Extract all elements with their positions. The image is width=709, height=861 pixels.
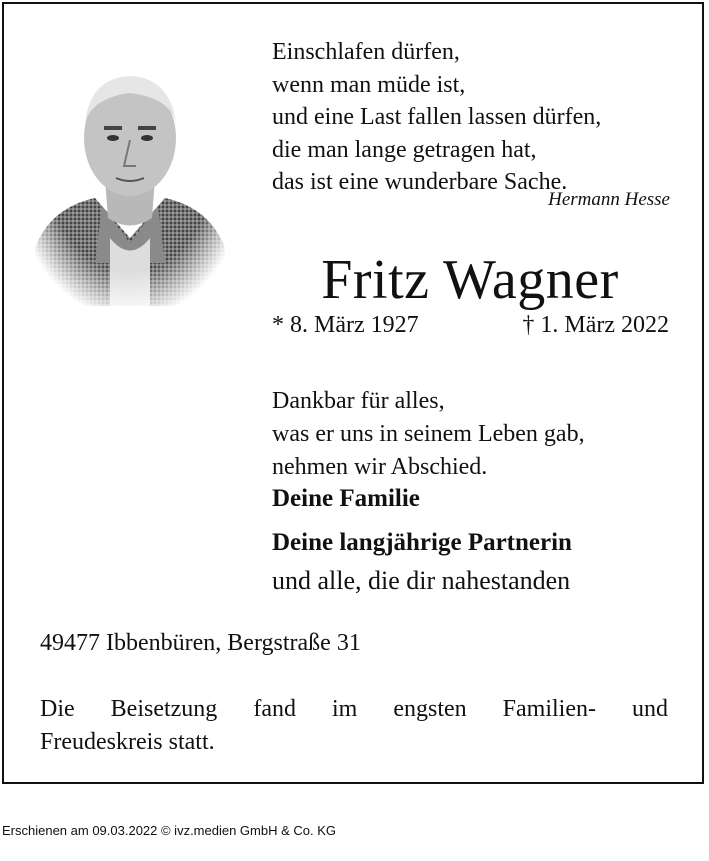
poem-line: Einschlafen dürfen,	[272, 39, 460, 65]
death-date: † 1. März 2022	[522, 312, 669, 338]
thanks-line: Dankbar für alles,	[272, 388, 445, 414]
burial-line: Die Beisetzung fand im engsten Familien- und	[40, 696, 668, 722]
poem-line: und eine Last fallen lassen dürfen,	[272, 104, 602, 130]
poem-author: Hermann Hesse	[548, 189, 670, 210]
poem-line: wenn man müde ist,	[272, 71, 466, 98]
address: 49477 Ibbenbüren, Bergstraße 31	[40, 630, 361, 656]
thanks-line: nehmen wir Abschied.	[272, 454, 488, 480]
burial-notice	[40, 693, 668, 759]
signature-others: und alle, die dir nahestanden	[272, 566, 571, 595]
portrait-photo	[30, 38, 230, 306]
thanks-text	[272, 385, 585, 484]
deceased-name: Fritz Wagner	[321, 249, 619, 311]
thanks-line: was er uns in seinem Leben gab,	[272, 421, 585, 447]
signature-partner: Deine langjährige Partnerin	[272, 529, 572, 556]
poem-quote	[272, 36, 672, 199]
publication-footer: Erschienen am 09.03.2022 © ivz.medien GmbH & Co. KG	[2, 823, 337, 838]
poem-line: das ist eine wunderbare Sache.	[272, 169, 568, 195]
burial-line: Freudeskreis statt.	[40, 729, 215, 755]
poem-line: die man lange getragen hat,	[272, 136, 537, 163]
signature-family: Deine Familie	[272, 485, 420, 512]
birth-date: * 8. März 1927	[272, 312, 419, 338]
